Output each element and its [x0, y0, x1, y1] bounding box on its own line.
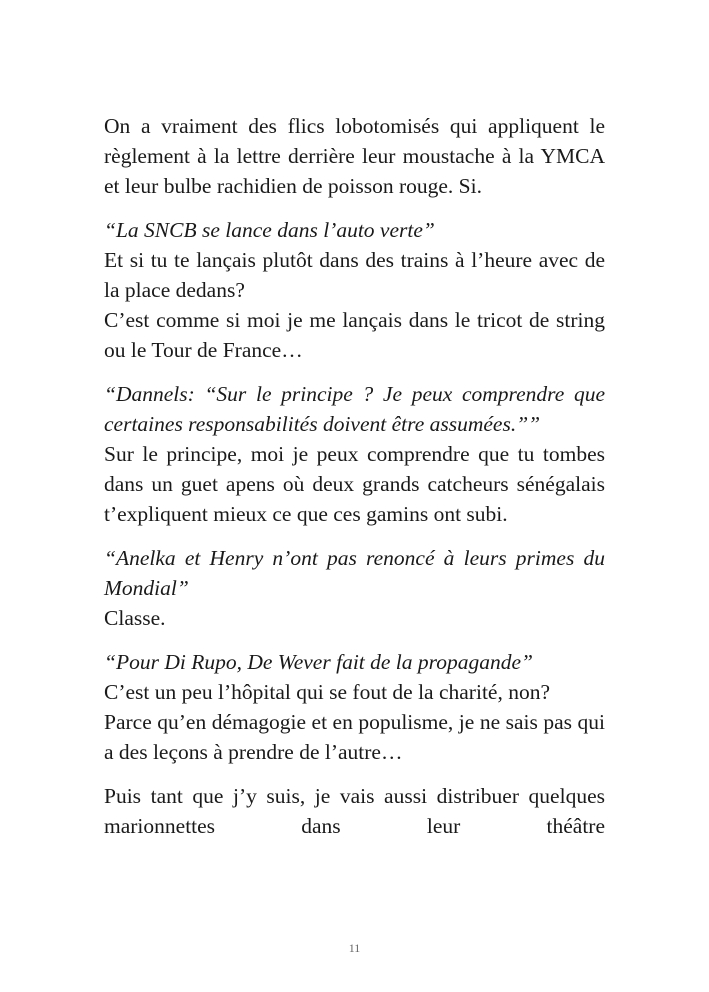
reply-dannels: Sur le principe, moi je peux comprendre que tu tombes dans un guet apens où deux grands catcheurs sénégalais t’expliquent mieux ce que ces gamins ont subi.: [104, 442, 605, 526]
quote-dannels: “Dannels: “Sur le principe ? Je peux comprendre que certaines responsabilités doivent être assumées.””: [104, 382, 605, 436]
quote-anelka-henry: “Anelka et Henry n’ont pas renoncé à leurs primes du Mondial”: [104, 546, 605, 600]
quote-sncb: “La SNCB se lance dans l’auto verte”: [104, 218, 435, 242]
quote-di-rupo: “Pour Di Rupo, De Wever fait de la propagande”: [104, 650, 533, 674]
reply-anelka-henry: Classe.: [104, 606, 166, 630]
paragraph-flics: On a vraiment des flics lobotomisés qui appliquent le règlement à la lettre derrière leur moustache à la YMCA et leur bulbe rachidien de poisson rouge. Si.: [104, 114, 605, 198]
body-text: [104, 111, 605, 841]
reply-sncb-trains: Et si tu te lançais plutôt dans des trains à l’heure avec de la place dedans?: [104, 248, 605, 302]
paragraph-marionnettes: Puis tant que j’y suis, je vais aussi distribuer quelques marionnettes dans leur théâtre: [104, 784, 605, 838]
reply-di-rupo-demagogie: Parce qu’en démagogie et en populisme, je ne sais pas qui a des leçons à prendre de l’autre…: [104, 710, 605, 764]
reply-di-rupo-hopital: C’est un peu l’hôpital qui se fout de la charité, non?: [104, 680, 550, 704]
reply-sncb-tricot: C’est comme si moi je me lançais dans le tricot de string ou le Tour de France…: [104, 308, 605, 362]
page-number: 11: [348, 941, 361, 955]
